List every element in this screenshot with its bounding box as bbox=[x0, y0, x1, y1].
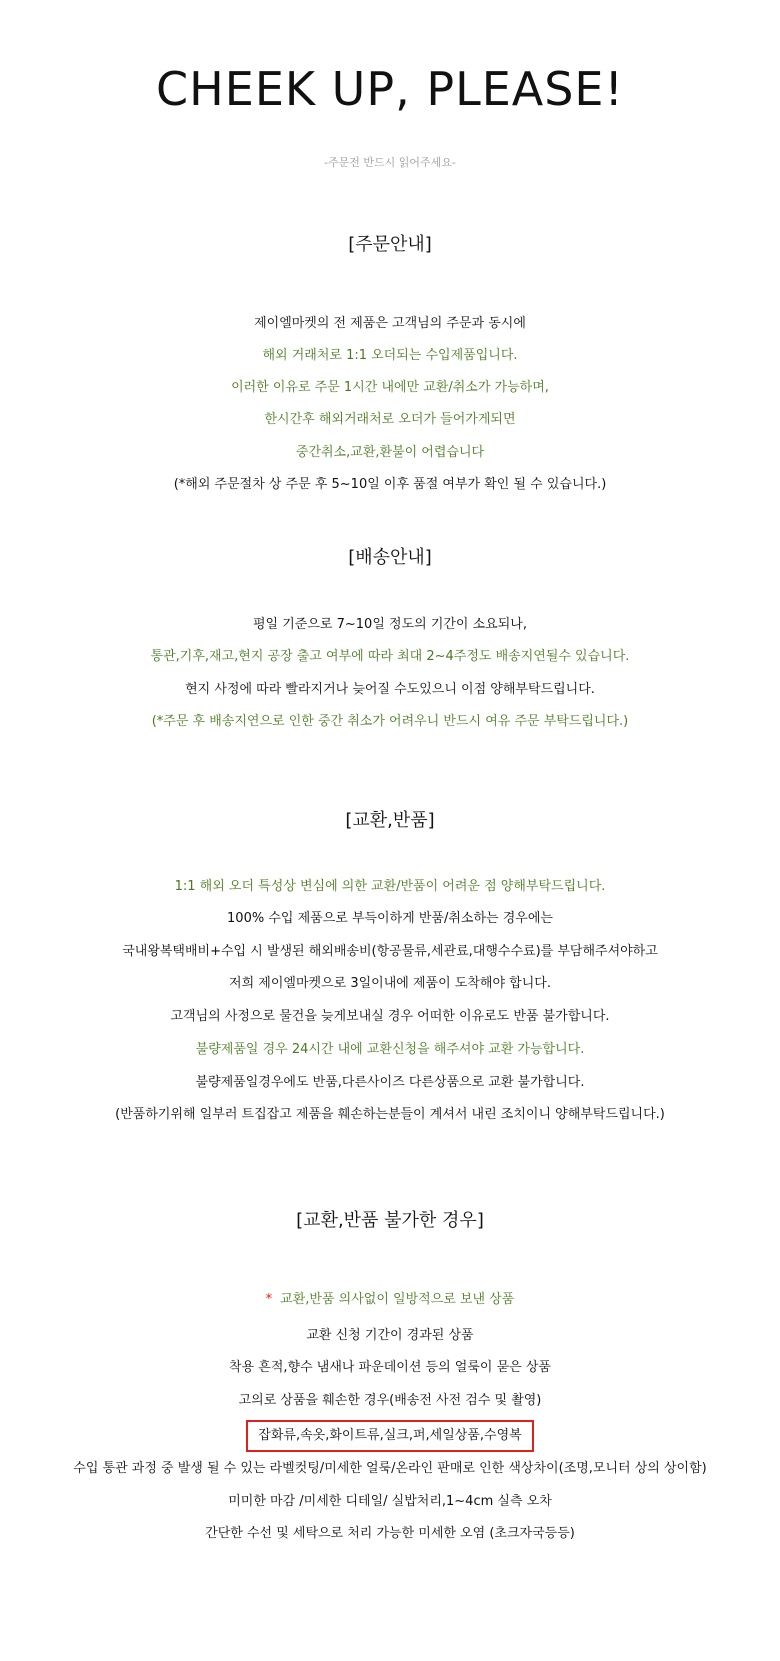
not-allowed-line-1-text: 교환,반품 의사없이 일방적으로 보낸 상품 bbox=[280, 1292, 515, 1307]
exchange-line-2: 100% 수입 제품으로 부득이하게 반품/취소하는 경우에는 bbox=[227, 911, 553, 926]
order-line-4: 한시간후 해외거래처로 오더가 들어가게되면 bbox=[264, 412, 516, 427]
order-line-2: 해외 거래처로 1:1 오더되는 수입제품입니다. bbox=[262, 348, 518, 363]
not-allowed-line-8: 간단한 수선 및 세탁으로 처리 가능한 미세한 오염 (초크자국등등) bbox=[205, 1526, 575, 1541]
exchange-line-3: 국내왕복택배비+수입 시 발생된 해외배송비(항공물류,세관료,대행수수료)를 부담해주셔야하고 bbox=[122, 944, 658, 959]
exchange-line-5: 고객님의 사정으로 물건을 늦게보내실 경우 어떠한 이유로도 반품 불가합니다. bbox=[170, 1009, 610, 1024]
exchange-line-4: 저희 제이엘마켓으로 3일이내에 제품이 도착해야 합니다. bbox=[229, 976, 551, 991]
order-line-1: 제이엘마켓의 전 제품은 고객님의 주문과 동시에 bbox=[254, 316, 526, 331]
order-heading: [주문안내] bbox=[348, 234, 432, 255]
exchange-heading: [교환,반품] bbox=[345, 810, 435, 831]
not-allowed-line-3: 착용 흔적,향수 냄새나 파운데이션 등의 얼룩이 묻은 상품 bbox=[229, 1360, 551, 1375]
shipping-line-1: 평일 기준으로 7~10일 정도의 기간이 소요되나, bbox=[253, 617, 527, 632]
shipping-line-4: (*주문 후 배송지연으로 인한 중간 취소가 어려우니 반드시 여유 주문 부탁드립니다.) bbox=[151, 714, 629, 729]
page-subtitle: -주문전 반드시 읽어주세요- bbox=[324, 156, 456, 169]
exchange-line-6: 불량제품일 경우 24시간 내에 교환신청을 해주셔야 교환 가능합니다. bbox=[195, 1042, 585, 1057]
shipping-line-2: 통관,기후,재고,현지 공장 출고 여부에 따라 최대 2~4주정도 배송지연될수 있습니다. bbox=[150, 649, 630, 664]
not-allowed-line-4: 고의로 상품을 훼손한 경우(배송전 사전 검수 및 촬영) bbox=[238, 1393, 542, 1408]
shipping-heading: [배송안내] bbox=[348, 547, 432, 568]
order-line-6: (*해외 주문절차 상 주문 후 5~10일 이후 품절 여부가 확인 될 수 있습니다.) bbox=[173, 477, 607, 492]
shipping-line-3: 현지 사정에 따라 빨라지거나 늦어질 수도있으니 이점 양해부탁드립니다. bbox=[185, 682, 595, 697]
page-title: CHEEK UP, PLEASE! bbox=[156, 62, 624, 116]
not-allowed-line-7: 미미한 마감 /미세한 디테일/ 실밥처리,1~4cm 실측 오차 bbox=[228, 1494, 552, 1509]
order-line-5: 중간취소,교환,환불이 어렵습니다 bbox=[295, 445, 485, 460]
not-allowed-line-5 bbox=[0, 1420, 780, 1452]
not-allowed-line-1 bbox=[0, 1290, 780, 1310]
exchange-line-7: 불량제품일경우에도 반품,다른사이즈 다른상품으로 교환 불가합니다. bbox=[195, 1075, 585, 1090]
not-allowed-line-2: 교환 신청 기간이 경과된 상품 bbox=[306, 1328, 474, 1343]
highlighted-box: 잡화류,속옷,화이트류,실크,퍼,세일상품,수영복 bbox=[246, 1420, 533, 1452]
not-allowed-line-6: 수입 통관 과정 중 발생 될 수 있는 라벨컷팅/미세한 얼룩/온라인 판매로 인한 색상차이(조명,모니터 상의 상이함) bbox=[73, 1461, 707, 1476]
not-allowed-heading: [교환,반품 불가한 경우] bbox=[296, 1210, 484, 1231]
red-asterisk-icon: * bbox=[265, 1292, 273, 1307]
exchange-line-1: 1:1 해외 오더 특성상 변심에 의한 교환/반품이 어려운 점 양해부탁드립니다. bbox=[174, 879, 606, 894]
exchange-line-8: (반품하기위해 일부러 트집잡고 제품을 훼손하는분들이 계셔서 내린 조치이니 양해부탁드립니다.) bbox=[115, 1107, 665, 1122]
order-line-3: 이러한 이유로 주문 1시간 내에만 교환/취소가 가능하며, bbox=[231, 380, 549, 395]
